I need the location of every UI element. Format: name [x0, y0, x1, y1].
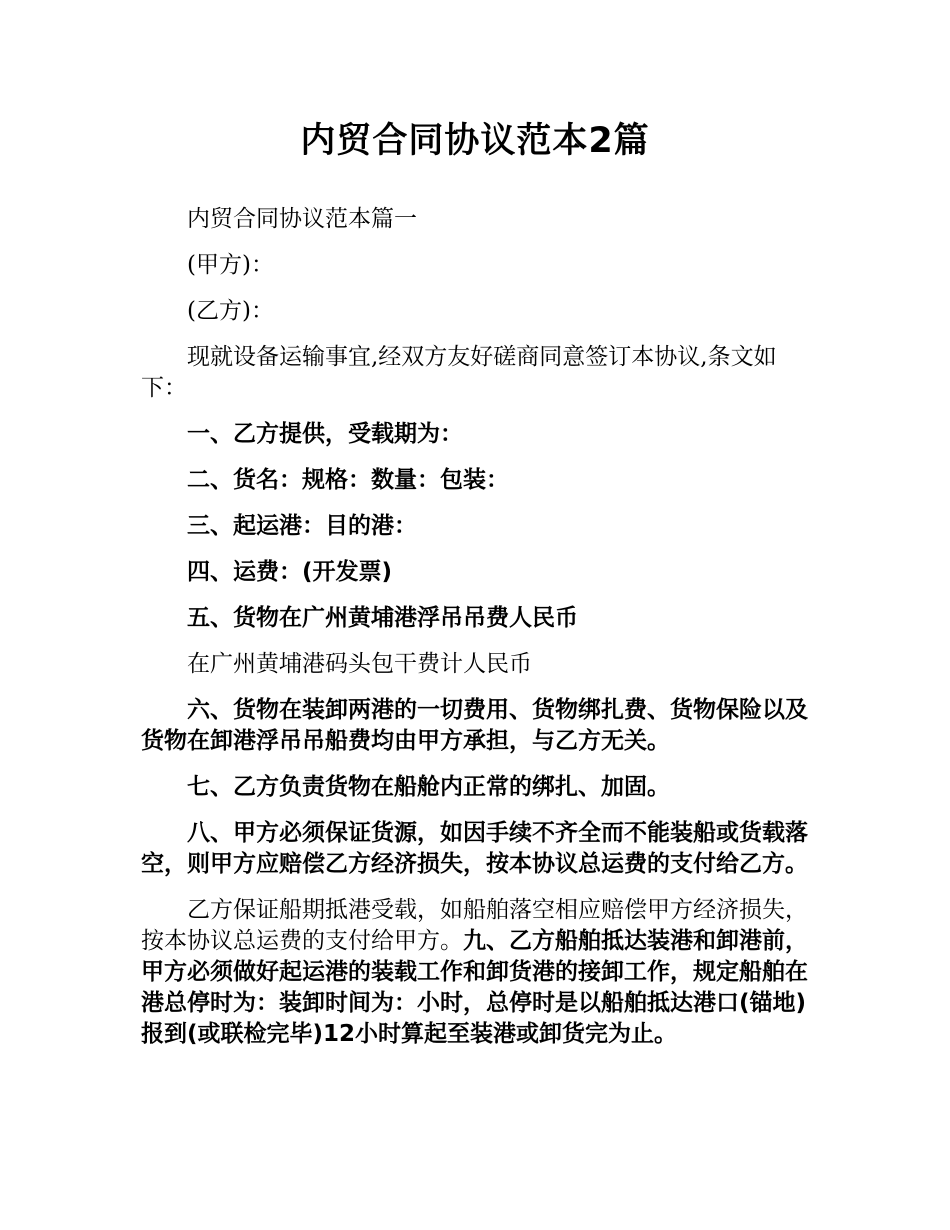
paragraph-preamble: 现就设备运输事宜,经双方友好磋商同意签订本协议,条文如下： [141, 344, 777, 401]
clause-7: 七、乙方负责货物在船舱内正常的绑扎、加固。 [187, 774, 670, 800]
clause-8-continuation-text: 乙方保证船期抵港受载，如船舶落空相应赔偿甲方经济损失，按本协议总运费的支付给甲方。 [141, 897, 808, 954]
clause-1: 一、乙方提供，受载期为： [187, 421, 463, 447]
clause-8-continuation-and-9 [141, 895, 813, 1050]
document-title: 内贸合同协议范本2篇 [300, 121, 650, 161]
clause-3: 三、起运港：目的港： [187, 513, 417, 539]
clause-6: 六、货物在装卸两港的一切费用、货物绑扎费、货物保险以及货物在卸港浮吊吊船费均由甲方承担，与乙方无关。 [141, 697, 808, 754]
clause-8: 八、甲方必须保证货源，如因手续不齐全而不能装船或货载落空，则甲方应赔偿乙方经济损失，按本协议总运费的支付给乙方。 [141, 820, 808, 877]
clause-4: 四、运费：(开发票) [187, 559, 393, 585]
paragraph-party-b: (乙方)： [187, 298, 274, 324]
document-body [141, 204, 813, 1065]
clause-5: 五、货物在广州黄埔港浮吊吊费人民币 [187, 605, 578, 631]
clause-2: 二、货名：规格：数量：包装： [187, 467, 509, 493]
clause-9-text: 九、乙方船舶抵达装港和卸港前，甲方必须做好起运港的装载工作和卸货港的接卸工作，规定船舶在港总停时为：装卸时间为：小时，总停时是以船舶抵达港口(锚地)报到(或联检完毕)12小时算起至装港或卸货完为止。 [141, 928, 808, 1047]
paragraph-party-a: (甲方)： [187, 252, 274, 278]
clause-5-continuation: 在广州黄埔港码头包干费计人民币 [187, 651, 532, 677]
paragraph-section-heading: 内贸合同协议范本篇一 [187, 206, 417, 232]
